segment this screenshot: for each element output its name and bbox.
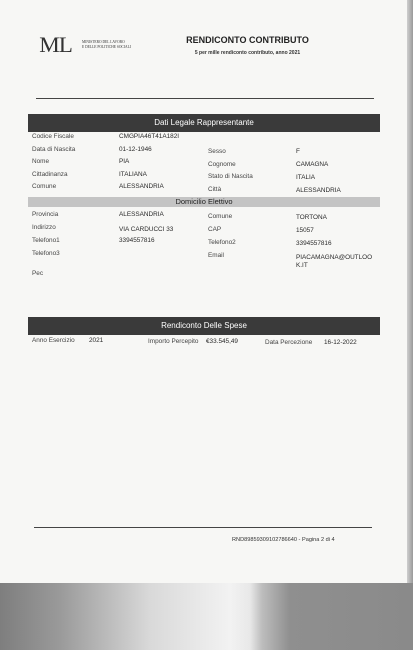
background-paper xyxy=(0,583,413,650)
footer-page-code: RND8985930910278664​0 - Pagina 2 di 4 xyxy=(232,537,335,543)
page-edge-shadow xyxy=(407,0,413,583)
value-stato-nascita: ITALIA xyxy=(296,174,316,181)
label-cognome: Cognome xyxy=(208,161,236,168)
value-email-line-1: PIACAMAGNA@OUTLOO xyxy=(296,254,373,261)
label-citta: Città xyxy=(208,186,222,193)
label-sesso: Sesso xyxy=(208,148,226,155)
label-comune-domicilio: Comune xyxy=(208,213,233,220)
value-provincia: ALESSANDRIA xyxy=(119,211,164,218)
value-telefono2: 3394557816 xyxy=(296,240,332,247)
section-header-legal: Dati Legale Rappresentante xyxy=(28,114,380,132)
value-comune: ALESSANDRIA xyxy=(119,183,164,190)
label-pec: Pec xyxy=(32,270,44,277)
label-telefono1: Telefono1 xyxy=(32,237,60,244)
label-email: Email xyxy=(208,252,224,259)
label-importo-percepito: Importo Percepito xyxy=(148,338,199,345)
label-telefono3: Telefono3 xyxy=(32,250,60,257)
document-title: RENDICONTO CONTRIBUTO xyxy=(186,35,309,45)
value-data-nascita: 01-12-1946 xyxy=(119,146,152,153)
value-citta: ALESSANDRIA xyxy=(296,187,341,194)
label-indirizzo: Indirizzo xyxy=(32,224,56,231)
value-anno-esercizio: 2021 xyxy=(89,337,104,344)
value-cap: 15057 xyxy=(296,227,314,234)
label-data-percezione: Data Percezione xyxy=(265,339,313,346)
value-comune-domicilio: TORTONA xyxy=(296,214,327,221)
label-cap: CAP xyxy=(208,226,222,233)
value-data-percezione: 16-12-2022 xyxy=(324,339,357,346)
footer-divider xyxy=(34,527,372,528)
section-header-spese: Rendiconto Delle Spese xyxy=(28,317,380,335)
value-nome: PIA xyxy=(119,158,130,165)
value-sesso: F xyxy=(296,148,300,155)
label-nome: Nome xyxy=(32,158,50,165)
value-indirizzo: VIA CARDUCCI 33 xyxy=(119,226,174,233)
label-provincia: Provincia xyxy=(32,211,59,218)
value-codice-fiscale: CMGPIA46T41A182I xyxy=(119,133,180,140)
value-telefono1: 3394557816 xyxy=(119,237,155,244)
logo-line-1: MINISTERO DEL LAVORO xyxy=(82,40,125,44)
label-telefono2: Telefono2 xyxy=(208,239,236,246)
label-comune: Comune xyxy=(32,183,57,190)
label-stato-nascita: Stato di Nascita xyxy=(208,173,253,180)
ministry-logo xyxy=(39,32,132,58)
label-anno-esercizio: Anno Esercizio xyxy=(32,337,75,344)
label-codice-fiscale: Codice Fiscale xyxy=(32,133,74,140)
value-cittadinanza: ITALIANA xyxy=(119,171,147,178)
document-subtitle: 5 per mille rendiconto contributo, anno 2021 xyxy=(194,50,301,56)
header-divider xyxy=(36,98,374,99)
value-importo-percepito: €33.545,49 xyxy=(206,338,238,345)
value-cognome: CAMAGNA xyxy=(296,161,329,168)
logo-line-2: E DELLE POLITICHE SOCIALI xyxy=(82,45,132,49)
section-header-domicilio: Domicilio Elettivo xyxy=(28,197,380,207)
logo-mark: ML xyxy=(39,32,72,57)
logo-text xyxy=(82,40,152,50)
label-data-nascita: Data di Nascita xyxy=(32,146,76,153)
label-cittadinanza: Cittadinanza xyxy=(32,171,68,178)
value-email-line-2: K.IT xyxy=(296,262,308,269)
